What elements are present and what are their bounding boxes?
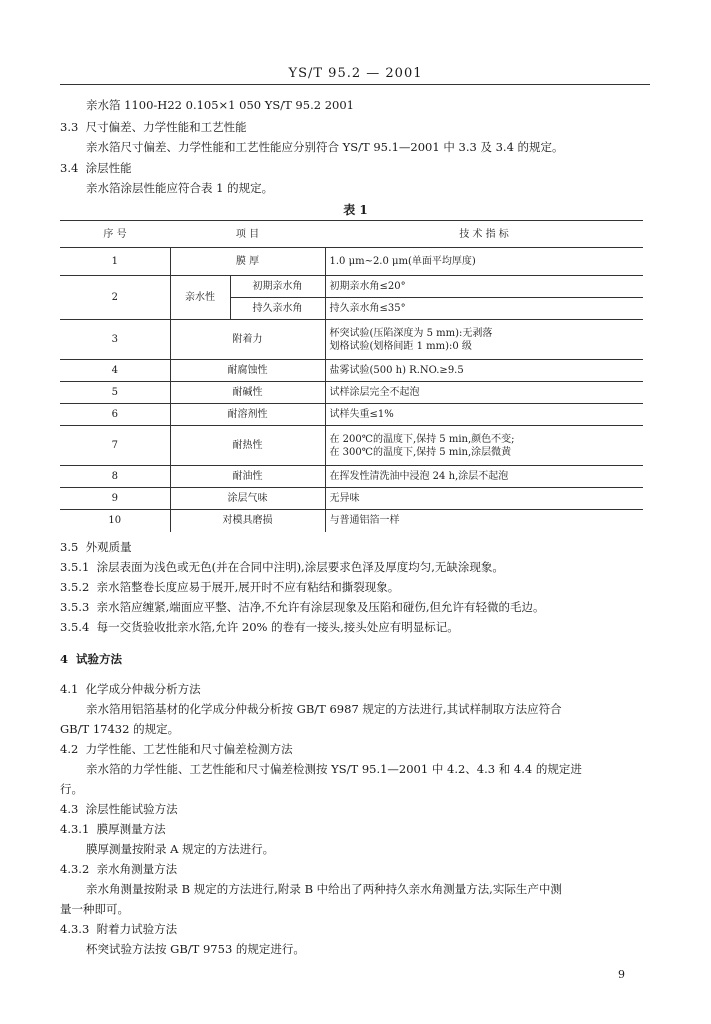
sec-4-3-2-body-line-1: 亲水角测量按附录 B 规定的方法进行,附录 B 中给出了两种持久亲水角测量方法,实际生产中测 bbox=[86, 882, 562, 896]
sec-4-2-body-line-2: 行。 bbox=[60, 782, 83, 796]
sec-4-3-2-body-line-2: 量一种即可。 bbox=[60, 902, 129, 916]
table-row bbox=[60, 488, 643, 510]
sec-title: 附着力试验方法 bbox=[96, 922, 178, 936]
row-spec bbox=[325, 320, 643, 360]
row-spec: 盐雾试验(500 h) R.NO.≥9.5 bbox=[325, 360, 643, 382]
item-number: 3.5.3 bbox=[60, 600, 90, 614]
sec-4-1-body-line-2: GB/T 17432 的规定。 bbox=[60, 722, 180, 736]
row-spec: 无异味 bbox=[325, 488, 643, 510]
sec-title: 尺寸偏差、力学性能和工艺性能 bbox=[85, 120, 247, 134]
table-row bbox=[60, 510, 643, 532]
row-item: 耐溶剂性 bbox=[170, 404, 325, 426]
table-row bbox=[60, 248, 643, 276]
running-header: YS/T 95.2 — 2001 bbox=[288, 66, 423, 81]
table-row bbox=[60, 404, 643, 426]
sec-title: 力学性能、工艺性能和尺寸偏差检测方法 bbox=[85, 742, 293, 756]
row-subitem: 持久亲水角 bbox=[230, 298, 325, 320]
sec-number: 4.3 bbox=[60, 802, 79, 816]
row-no: 7 bbox=[60, 426, 170, 466]
row-no: 6 bbox=[60, 404, 170, 426]
row-spec: 持久亲水角≤35° bbox=[325, 298, 643, 320]
row-subitem: 初期亲水角 bbox=[230, 276, 325, 298]
sec-3-4-body: 亲水箔涂层性能应符合表 1 的规定。 bbox=[86, 181, 274, 195]
row-spec: 初期亲水角≤20° bbox=[325, 276, 643, 298]
item-number: 3.5.4 bbox=[60, 620, 90, 634]
sec-4-3-3-heading bbox=[60, 922, 177, 936]
row-no: 8 bbox=[60, 466, 170, 488]
row-no: 5 bbox=[60, 382, 170, 404]
table-row bbox=[60, 320, 643, 360]
row-item: 耐油性 bbox=[170, 466, 325, 488]
table-row bbox=[60, 360, 643, 382]
item-text: 每一交货验收批亲水箔,允许 20% 的卷有一接头,接头处应有明显标记。 bbox=[96, 620, 459, 634]
row-no: 4 bbox=[60, 360, 170, 382]
sec-3-5-heading bbox=[60, 540, 132, 554]
row-item: 耐碱性 bbox=[170, 382, 325, 404]
table-row bbox=[60, 276, 643, 298]
sec-number: 3.4 bbox=[60, 161, 79, 175]
item-text: 涂层表面为浅色或无色(并在合同中注明),涂层要求色泽及厚度均匀,无缺涂现象。 bbox=[96, 560, 504, 574]
sec-4-3-1-body: 膜厚测量按附录 A 规定的方法进行。 bbox=[86, 842, 275, 856]
sec-number: 3.5 bbox=[60, 540, 79, 554]
sec-4-3-3-body: 杯突试验方法按 GB/T 9753 的规定进行。 bbox=[86, 942, 305, 956]
sec-4-3-2-heading bbox=[60, 862, 177, 876]
sec-4-heading bbox=[60, 652, 122, 666]
row-item: 膜 厚 bbox=[170, 248, 325, 276]
row-spec: 与普通铝箔一样 bbox=[325, 510, 643, 532]
row-group: 亲水性 bbox=[170, 276, 230, 320]
sec-number: 3.3 bbox=[60, 120, 79, 134]
row-no: 1 bbox=[60, 248, 170, 276]
item-text: 亲水箔整卷长度应易于展开,展开时不应有粘结和撕裂现象。 bbox=[96, 580, 400, 594]
sec-title: 化学成分仲裁分析方法 bbox=[85, 682, 201, 696]
row-item: 耐热性 bbox=[170, 426, 325, 466]
sec-title: 涂层性能 bbox=[85, 161, 132, 175]
row-spec: 在挥发性清洗油中浸泡 24 h,涂层不起泡 bbox=[325, 466, 643, 488]
spec-line: 在 300℃的温度下,保持 5 min,涂层微黄 bbox=[329, 446, 512, 458]
sec-number: 4.3.1 bbox=[60, 822, 90, 836]
table-row bbox=[60, 426, 643, 466]
spec-line: 划格试验(划格间距 1 mm):0 级 bbox=[329, 340, 472, 352]
row-item: 涂层气味 bbox=[170, 488, 325, 510]
sec-number: 4.3.3 bbox=[60, 922, 90, 936]
sec-4-1-body-line-1: 亲水箔用铝箔基材的化学成分仲裁分析按 GB/T 6987 规定的方法进行,其试样制取方法应符合 bbox=[86, 702, 562, 716]
list-item bbox=[60, 560, 504, 574]
list-item bbox=[60, 620, 459, 634]
sec-4-2-body-line-1: 亲水箔的力学性能、工艺性能和尺寸偏差检测按 YS/T 95.1—2001 中 4.2、4.3 和 4.4 的规定进 bbox=[86, 762, 582, 776]
row-spec bbox=[325, 426, 643, 466]
row-item: 附着力 bbox=[170, 320, 325, 360]
sec-4-3-1-heading bbox=[60, 822, 166, 836]
table-caption: 表 1 bbox=[343, 203, 368, 217]
row-item: 耐腐蚀性 bbox=[170, 360, 325, 382]
sec-3-4-heading bbox=[60, 161, 132, 175]
row-spec: 试样涂层完全不起泡 bbox=[325, 382, 643, 404]
row-item: 对模具磨损 bbox=[170, 510, 325, 532]
sec-number: 4 bbox=[60, 652, 69, 666]
intro-line: 亲水箔 1100-H22 0.105×1 050 YS/T 95.2 2001 bbox=[86, 98, 354, 112]
sec-3-3-heading bbox=[60, 120, 247, 134]
row-no: 2 bbox=[60, 276, 170, 320]
item-text: 亲水箔应缠紧,端面应平整、洁净,不允许有涂层现象及压陷和碰伤,但允许有轻微的毛边。 bbox=[96, 600, 545, 614]
row-no: 9 bbox=[60, 488, 170, 510]
col-header-spec: 技 术 指 标 bbox=[325, 221, 643, 248]
sec-title: 试验方法 bbox=[76, 652, 123, 666]
row-spec: 试样失重≤1% bbox=[325, 404, 643, 426]
sec-4-3-heading bbox=[60, 802, 178, 816]
sec-title: 亲水角测量方法 bbox=[96, 862, 178, 876]
table-row bbox=[60, 382, 643, 404]
sec-title: 外观质量 bbox=[85, 540, 132, 554]
list-item bbox=[60, 580, 399, 594]
col-header-item: 项 目 bbox=[170, 221, 325, 248]
sec-title: 涂层性能试验方法 bbox=[85, 802, 178, 816]
coating-performance-table bbox=[60, 220, 643, 532]
sec-number: 4.3.2 bbox=[60, 862, 90, 876]
header-rule bbox=[60, 84, 650, 85]
page-number: 9 bbox=[618, 968, 625, 981]
row-no: 3 bbox=[60, 320, 170, 360]
spec-line: 杯突试验(压陷深度为 5 mm):无剥落 bbox=[329, 327, 493, 339]
item-number: 3.5.2 bbox=[60, 580, 90, 594]
row-no: 10 bbox=[60, 510, 170, 532]
sec-number: 4.1 bbox=[60, 682, 79, 696]
col-header-no: 序 号 bbox=[60, 221, 170, 248]
table-header-row bbox=[60, 221, 643, 248]
sec-title: 膜厚测量方法 bbox=[96, 822, 166, 836]
table-row bbox=[60, 466, 643, 488]
spec-line: 在 200℃的温度下,保持 5 min,颜色不变; bbox=[329, 433, 515, 445]
list-item bbox=[60, 600, 545, 614]
sec-number: 4.2 bbox=[60, 742, 79, 756]
sec-3-3-body: 亲水箔尺寸偏差、力学性能和工艺性能应分别符合 YS/T 95.1—2001 中 3.3 及 3.4 的规定。 bbox=[86, 140, 564, 154]
row-spec: 1.0 μm~2.0 μm(单面平均厚度) bbox=[325, 248, 643, 276]
sec-4-1-heading bbox=[60, 682, 201, 696]
sec-4-2-heading bbox=[60, 742, 293, 756]
item-number: 3.5.1 bbox=[60, 560, 90, 574]
